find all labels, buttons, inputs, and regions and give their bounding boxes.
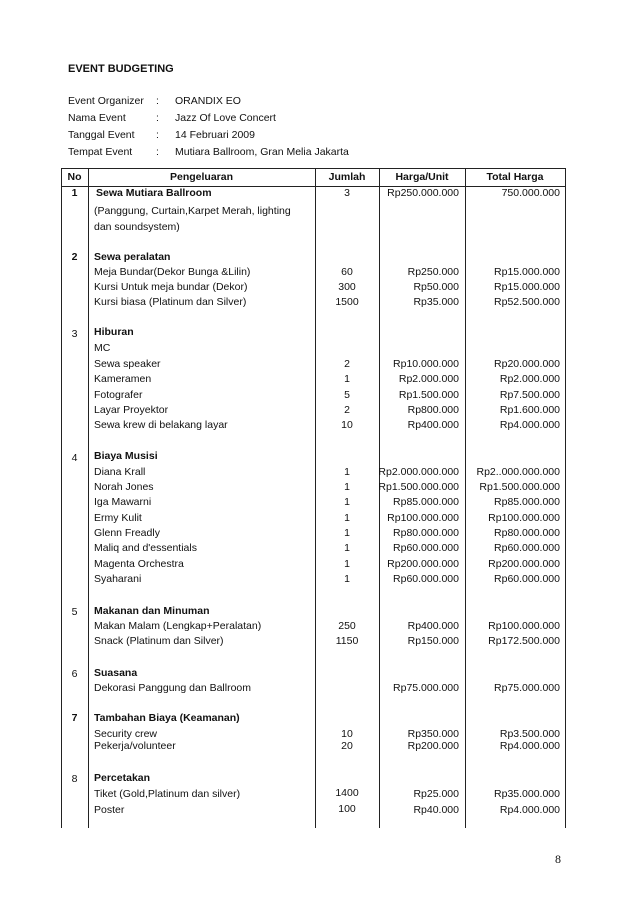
section-number: 7 bbox=[71, 712, 78, 724]
section-note: (Panggung, Curtain,Karpet Merah, lighting bbox=[94, 205, 291, 217]
total-price-cell: Rp4.000.000 bbox=[499, 419, 560, 431]
total-price-cell: Rp1.600.000 bbox=[499, 404, 560, 416]
header-jumlah: Jumlah bbox=[328, 171, 366, 183]
item-name: Tiket (Gold,Platinum dan silver) bbox=[94, 788, 241, 800]
total-price-cell: Rp200.000.000 bbox=[488, 558, 560, 570]
total-price-cell: Rp80.000.000 bbox=[494, 527, 560, 539]
unit-price-cell: Rp800.000 bbox=[407, 404, 459, 416]
total-price-cell: Rp100.000.000 bbox=[488, 512, 560, 524]
item-name: Ermy Kulit bbox=[94, 512, 142, 524]
unit-price-cell: Rp10.000.000 bbox=[393, 358, 459, 370]
table-col-line bbox=[61, 168, 62, 828]
section-number: 4 bbox=[71, 452, 78, 464]
info-colon: : bbox=[156, 146, 159, 158]
info-colon: : bbox=[156, 95, 159, 107]
unit-price-cell: Rp85.000.000 bbox=[393, 496, 459, 508]
item-name: Kursi biasa (Platinum dan Silver) bbox=[94, 296, 247, 308]
info-value: 14 Februari 2009 bbox=[175, 129, 255, 141]
item-name: Glenn Freadly bbox=[94, 527, 160, 539]
item-name: Makan Malam (Lengkap+Peralatan) bbox=[94, 620, 262, 632]
total-price-cell: Rp20.000.000 bbox=[494, 358, 560, 370]
item-name: Meja Bundar(Dekor Bunga &Lilin) bbox=[94, 266, 251, 278]
info-value: Mutiara Ballroom, Gran Melia Jakarta bbox=[175, 146, 349, 158]
item-name: Fotografer bbox=[94, 389, 143, 401]
item-name: Security crew bbox=[94, 728, 158, 740]
unit-price-cell: Rp200.000 bbox=[407, 740, 459, 752]
unit-price-cell: Rp50.000 bbox=[413, 281, 459, 293]
unit-price-cell: Rp1.500.000.000 bbox=[378, 481, 459, 493]
table-col-line bbox=[565, 168, 566, 828]
qty-cell: 1 bbox=[344, 573, 350, 585]
total-price-cell: Rp2..000.000.000 bbox=[476, 466, 560, 478]
section-note: dan soundsystem) bbox=[94, 221, 180, 233]
unit-price-cell: Rp250.000.000 bbox=[387, 187, 459, 199]
unit-price-cell: Rp250.000 bbox=[407, 266, 459, 278]
unit-price-cell: Rp25.000 bbox=[413, 788, 459, 800]
qty-cell: 1400 bbox=[335, 787, 359, 799]
info-colon: : bbox=[156, 112, 159, 124]
item-name: Sewa speaker bbox=[94, 358, 161, 370]
section-title: Tambahan Biaya (Keamanan) bbox=[94, 712, 240, 724]
unit-price-cell: Rp75.000.000 bbox=[393, 682, 459, 694]
info-row-event-name bbox=[68, 112, 428, 128]
item-name: Kursi Untuk meja bundar (Dekor) bbox=[94, 281, 248, 293]
unit-price-cell: Rp60.000.000 bbox=[393, 542, 459, 554]
section-title: Percetakan bbox=[94, 772, 151, 784]
item-name: Sewa krew di belakang layar bbox=[94, 419, 228, 431]
qty-cell: 3 bbox=[344, 187, 350, 199]
section-number: 3 bbox=[71, 328, 78, 340]
total-price-cell: Rp100.000.000 bbox=[488, 620, 560, 632]
qty-cell: 1 bbox=[344, 527, 350, 539]
qty-cell: 2 bbox=[344, 404, 350, 416]
total-price-cell: Rp85.000.000 bbox=[494, 496, 560, 508]
section-number: 5 bbox=[71, 606, 78, 618]
total-price-cell: Rp15.000.000 bbox=[494, 266, 560, 278]
total-price-cell: Rp75.000.000 bbox=[494, 682, 560, 694]
section-title: Suasana bbox=[94, 667, 138, 679]
unit-price-cell: Rp150.000 bbox=[407, 635, 459, 647]
section-number: 2 bbox=[71, 251, 78, 263]
item-name: Norah Jones bbox=[94, 481, 154, 493]
info-label: Nama Event bbox=[68, 112, 126, 124]
info-colon: : bbox=[156, 129, 159, 141]
unit-price-cell: Rp2.000.000.000 bbox=[378, 466, 459, 478]
qty-cell: 1 bbox=[344, 496, 350, 508]
table-top-border bbox=[61, 168, 566, 169]
info-value: Jazz Of Love Concert bbox=[175, 112, 276, 124]
header-no: No bbox=[67, 171, 82, 183]
unit-price-cell: Rp2.000.000 bbox=[398, 373, 459, 385]
total-price-cell: Rp60.000.000 bbox=[494, 542, 560, 554]
info-row-date bbox=[68, 129, 428, 145]
qty-cell: 10 bbox=[341, 419, 353, 431]
unit-price-cell: Rp200.000.000 bbox=[387, 558, 459, 570]
qty-cell: 1 bbox=[344, 542, 350, 554]
info-label: Tanggal Event bbox=[68, 129, 135, 141]
total-price-cell: Rp4.000.000 bbox=[499, 804, 560, 816]
unit-price-cell: Rp400.000 bbox=[407, 419, 459, 431]
info-label: Tempat Event bbox=[68, 146, 133, 158]
qty-cell: 60 bbox=[341, 266, 353, 278]
item-name: Layar Proyektor bbox=[94, 404, 169, 416]
page-number: 8 bbox=[555, 852, 561, 866]
unit-price-cell: Rp35.000 bbox=[413, 296, 459, 308]
total-price-cell: Rp4.000.000 bbox=[499, 740, 560, 752]
qty-cell: 1 bbox=[344, 512, 350, 524]
total-price-cell: Rp15.000.000 bbox=[494, 281, 560, 293]
qty-cell: 1 bbox=[344, 466, 350, 478]
item-name: Magenta Orchestra bbox=[94, 558, 184, 570]
info-label: Event Organizer bbox=[68, 95, 144, 107]
item-name: Maliq and d'essentials bbox=[94, 542, 197, 554]
section-number: 8 bbox=[71, 773, 78, 785]
qty-cell: 5 bbox=[344, 389, 350, 401]
unit-price-cell: Rp350.000 bbox=[407, 728, 459, 740]
info-value: ORANDIX EO bbox=[175, 95, 241, 107]
header-harga-unit: Harga/Unit bbox=[395, 171, 449, 183]
info-row-venue bbox=[68, 146, 428, 162]
qty-cell: 20 bbox=[341, 740, 353, 752]
qty-cell: 300 bbox=[338, 281, 356, 293]
total-price-cell: Rp60.000.000 bbox=[494, 573, 560, 585]
total-price-cell: Rp7.500.000 bbox=[499, 389, 560, 401]
item-name: MC bbox=[94, 342, 111, 354]
item-name: Diana Krall bbox=[94, 466, 146, 478]
item-name: Kameramen bbox=[94, 373, 152, 385]
section-title: Makanan dan Minuman bbox=[94, 605, 210, 617]
total-price-cell: Rp35.000.000 bbox=[494, 788, 560, 800]
section-number: 1 bbox=[71, 187, 78, 199]
section-title: Sewa peralatan bbox=[94, 251, 171, 263]
budget-table bbox=[61, 168, 566, 828]
unit-price-cell: Rp60.000.000 bbox=[393, 573, 459, 585]
qty-cell: 100 bbox=[338, 803, 356, 815]
section-title: Biaya Musisi bbox=[94, 450, 158, 462]
qty-cell: 250 bbox=[338, 620, 356, 632]
section-number: 6 bbox=[71, 668, 78, 680]
header-total-harga: Total Harga bbox=[486, 171, 544, 183]
unit-price-cell: Rp1.500.000 bbox=[398, 389, 459, 401]
item-name: Snack (Platinum dan Silver) bbox=[94, 635, 224, 647]
qty-cell: 1 bbox=[344, 373, 350, 385]
table-col-line bbox=[88, 168, 89, 828]
header-pengeluaran: Pengeluaran bbox=[169, 171, 234, 183]
unit-price-cell: Rp40.000 bbox=[413, 804, 459, 816]
total-price-cell: Rp172.500.000 bbox=[488, 635, 560, 647]
item-name: Pekerja/volunteer bbox=[94, 740, 176, 752]
qty-cell: 1500 bbox=[335, 296, 359, 308]
total-price-cell: Rp3.500.000 bbox=[499, 728, 560, 740]
item-name: Syaharani bbox=[94, 573, 142, 585]
qty-cell: 1 bbox=[344, 481, 350, 493]
item-name: Poster bbox=[94, 804, 125, 816]
total-price-cell: 750.000.000 bbox=[501, 187, 560, 199]
document-title: EVENT BUDGETING bbox=[68, 63, 174, 75]
section-title: Sewa Mutiara Ballroom bbox=[96, 187, 212, 199]
unit-price-cell: Rp80.000.000 bbox=[393, 527, 459, 539]
unit-price-cell: Rp100.000.000 bbox=[387, 512, 459, 524]
qty-cell: 2 bbox=[344, 358, 350, 370]
info-row-organizer bbox=[68, 95, 428, 111]
total-price-cell: Rp1.500.000.000 bbox=[479, 481, 560, 493]
total-price-cell: Rp2.000.000 bbox=[499, 373, 560, 385]
total-price-cell: Rp52.500.000 bbox=[494, 296, 560, 308]
item-name: Dekorasi Panggung dan Ballroom bbox=[94, 682, 252, 694]
section-title: Hiburan bbox=[94, 326, 134, 338]
qty-cell: 1 bbox=[344, 558, 350, 570]
unit-price-cell: Rp400.000 bbox=[407, 620, 459, 632]
item-name: Iga Mawarni bbox=[94, 496, 152, 508]
qty-cell: 1150 bbox=[335, 635, 359, 647]
qty-cell: 10 bbox=[341, 728, 353, 740]
